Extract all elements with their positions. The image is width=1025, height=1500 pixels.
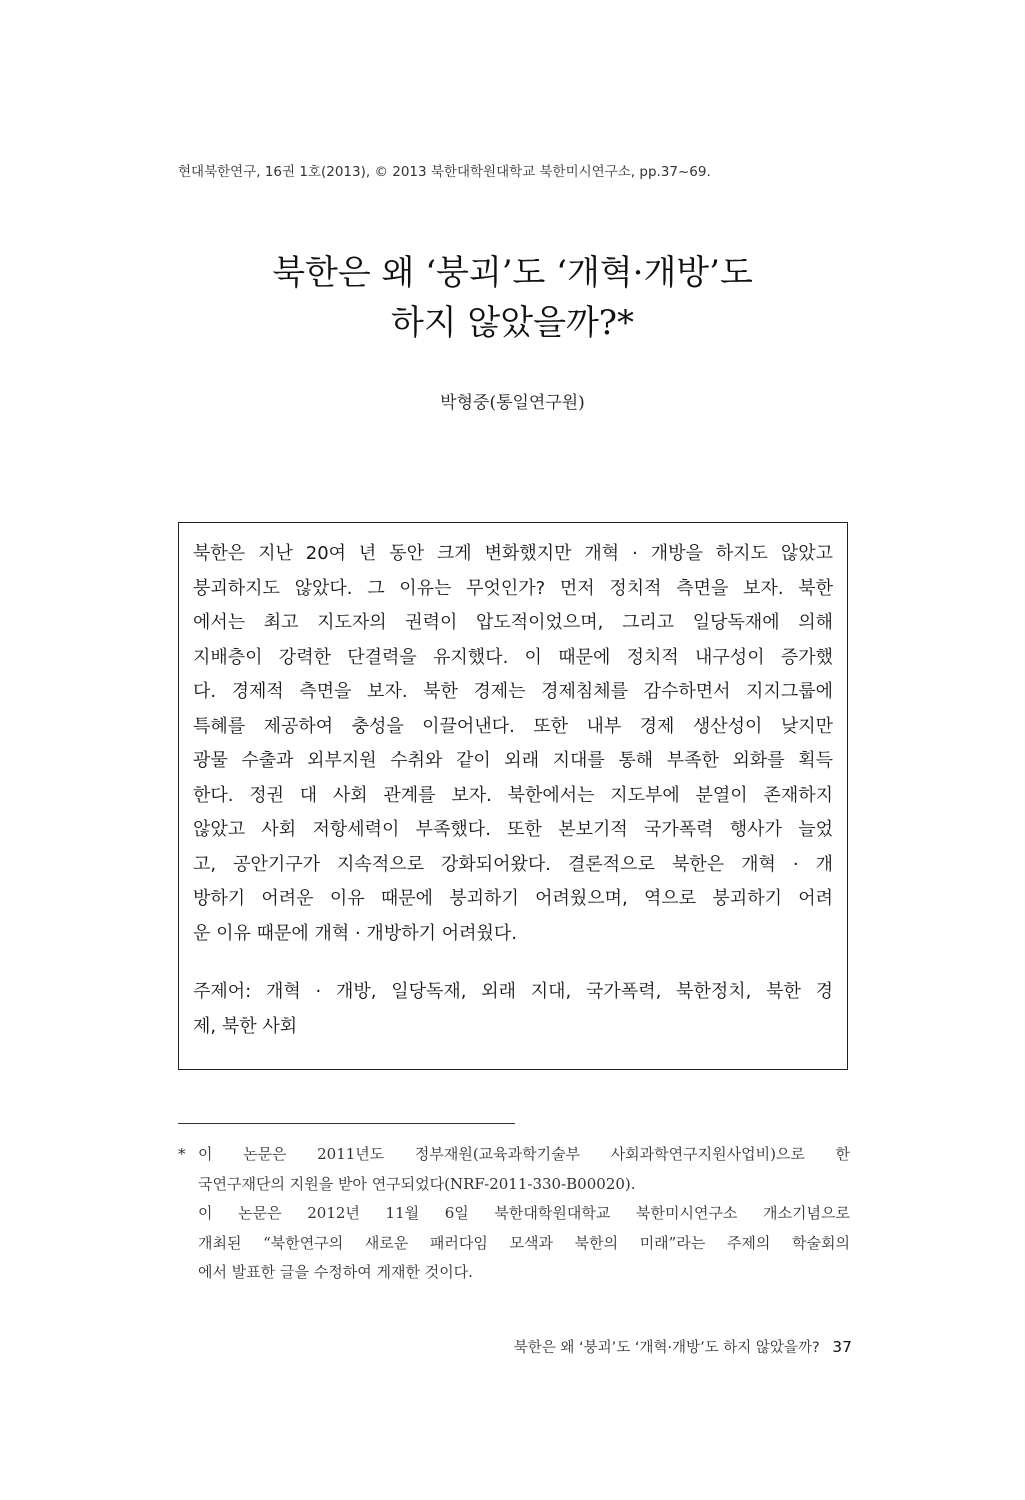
author-affiliation: 박형중(통일연구원) bbox=[440, 393, 585, 413]
running-title: 북한은 왜 ‘붕괴’도 ‘개혁·개방’도 하지 않았을까? bbox=[513, 1340, 820, 1356]
abstract-line: 한다. 정권 대 사회 관계를 보자. 북한에서는 지도부에 분열이 존재하지 bbox=[193, 784, 833, 806]
abstract-line: 다. 경제적 측면을 보자. 북한 경제는 경제침체를 감수하면서 지지그룹에 bbox=[193, 681, 833, 702]
journal-citation: 현대북한연구, 16권 1호(2013), © 2013 북한대학원대학교 북한미시연구소, pp.37~69. bbox=[178, 164, 711, 180]
footnote bbox=[178, 1140, 850, 1288]
running-footer bbox=[420, 1336, 852, 1357]
abstract-line: 방하기 어려운 이유 때문에 붕괴하기 어려웠으며, 역으로 붕괴하기 어려 bbox=[193, 888, 833, 909]
abstract-line: 특혜를 제공하여 충성을 이끌어낸다. 또한 내부 경제 생산성이 낮지만 bbox=[193, 715, 833, 737]
footnote-line: 국연구재단의 지원을 받아 연구되었다(NRF-2011-330-B00020). bbox=[198, 1174, 636, 1193]
abstract-line: 북한은 지난 20여 년 동안 크게 변화했지만 개혁 · 개방을 하지도 않았고 bbox=[193, 543, 833, 564]
footnote-marker: * bbox=[178, 1145, 186, 1163]
abstract-line: 운 이유 때문에 개혁 · 개방하기 어려웠다. bbox=[193, 922, 517, 944]
paper-title-line-2: 하지 않았을까?* bbox=[390, 303, 635, 343]
paper-title-line-1: 북한은 왜 ‘붕괴’도 ‘개혁·개방’도 bbox=[272, 253, 753, 293]
paper-title bbox=[0, 248, 1025, 348]
page-number: 37 bbox=[832, 1338, 852, 1356]
keywords bbox=[193, 975, 833, 1044]
footnote-line: 이 논문은 2012년 11월 6일 북한대학원대학교 북한미시연구소 개소기념으로 bbox=[198, 1204, 850, 1222]
abstract-line: 붕괴하지도 않았다. 그 이유는 무엇인가? 먼저 정치적 측면을 보자. 북한 bbox=[193, 577, 833, 599]
footnote-line: 에서 발표한 글을 수정하여 게재한 것이다. bbox=[198, 1263, 473, 1281]
abstract-line: 지배층이 강력한 단결력을 유지했다. 이 때문에 정치적 내구성이 증가했 bbox=[193, 646, 833, 668]
abstract-line: 광물 수출과 외부지원 수취와 같이 외래 지대를 통해 부족한 외화를 획득 bbox=[193, 750, 833, 771]
footnote-line: 개최된 “북한연구의 새로운 패러다임 모색과 북한의 미래”라는 주제의 학술회의 bbox=[198, 1233, 850, 1252]
abstract-box bbox=[178, 522, 848, 1070]
footnote-text: 이 논문은 2011년도 정부재원(교육과학기술부 사회과학연구지원사업비)으로 한 bbox=[198, 1145, 850, 1163]
footnote-line bbox=[178, 1140, 850, 1170]
keywords-line: 제, 북한 사회 bbox=[193, 1015, 298, 1037]
footnote-separator bbox=[178, 1123, 515, 1124]
abstract-line: 고, 공안기구가 지속적으로 강화되어왔다. 결론적으로 북한은 개혁 · 개 bbox=[193, 853, 833, 875]
abstract-line: 않았고 사회 저항세력이 부족했다. 또한 본보기적 국가폭력 행사가 늘었 bbox=[193, 819, 833, 840]
abstract-line: 에서는 최고 지도자의 권력이 압도적이었으며, 그리고 일당독재에 의해 bbox=[193, 612, 833, 633]
keywords-line: 주제어: 개혁 · 개방, 일당독재, 외래 지대, 국가폭력, 북한정치, 북한 경 bbox=[193, 981, 833, 1002]
abstract-body bbox=[193, 537, 833, 951]
